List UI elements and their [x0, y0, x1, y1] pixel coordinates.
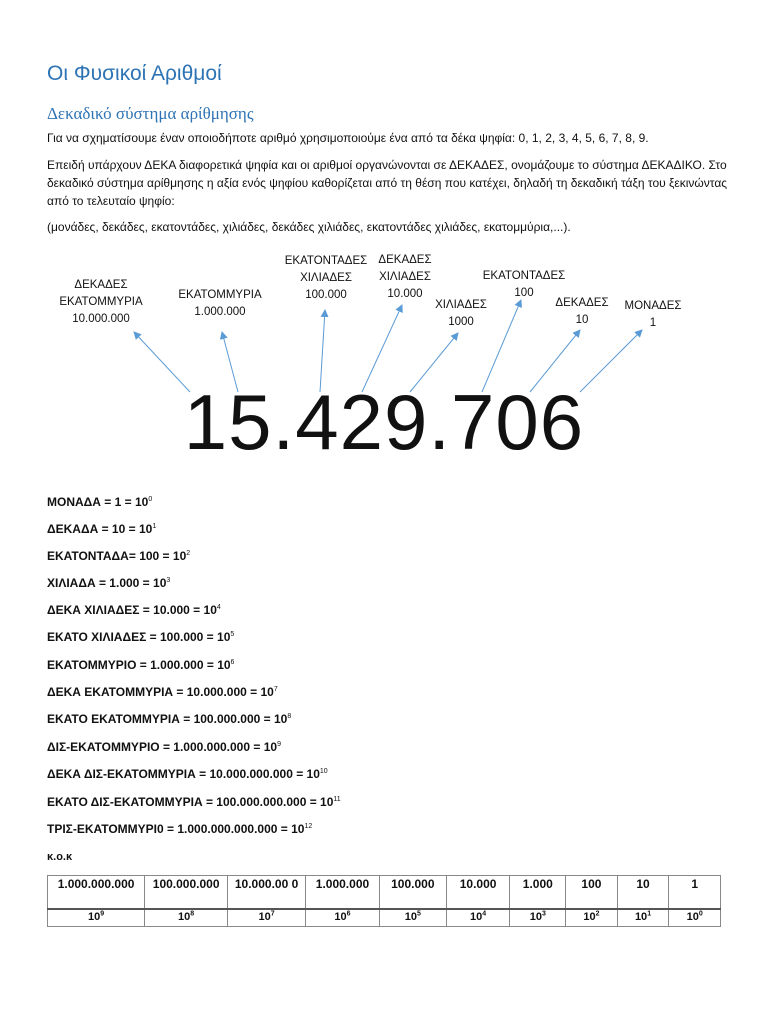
power-row: $\Delta I\Sigma-EKATOMM\Upsilon PIO = 1.000.000.000 = 10^9$ — [47, 740, 281, 754]
decimal-system-paragraph: Επειδή υπάρχουν ΔΕΚΑ διαφορετικά ψηφία και οι αριθμοί οργανώνονται σε ΔΕΚΑΔΕΣ, ονομάζουμε το σύστημα ΔΕΚΑΔΙΚΟ. Στο δεκαδικό σύστημα αρίθμησης η αξία ενός ψηφίου καθορίζεται από τη θέση που κατέχει, δηλαδή τη δεκαδική τάξη του ξεκινώντας από το τελευταίο ψηφίο: — [47, 158, 728, 208]
table-cell: 100 — [566, 876, 618, 910]
table-cell: 1 — [669, 876, 721, 910]
power-row: $MONA\Delta A = 1 = 10^0$ — [47, 495, 153, 509]
table-cell: 10 — [617, 876, 669, 910]
table-cell: 100.000 — [379, 876, 446, 910]
table-row-powers — [48, 909, 721, 927]
table-cell: $10^6$ — [306, 909, 380, 927]
power-row: ΕΚΑΤΟ $EKATOMM\Upsilon PIA = 100.000.000 = 10^8$ — [47, 712, 292, 726]
power-row: $TPI\Sigma-EKATOMM\Upsilon PI0 = 1.000.000.000.000 = 10^{12}$ — [47, 822, 313, 836]
table-cell: $10^9$ — [48, 909, 145, 927]
etc-text: κ.ο.κ — [47, 851, 73, 863]
power-row: ΔΕΚΑ $EKATOMM\Upsilon PIA = 10.000.000 = 10^7$ — [47, 685, 278, 699]
power-row: $XI\Lambda IA\Delta A = 1.000 = 10^3$ — [47, 576, 171, 590]
power-row: $EKATOMM\Upsilon PIO = 1.000.000 = 10^6$ — [47, 658, 235, 672]
label-hundreds: ΕΚΑΤΟΝΤΑΔΕΣ 100 — [482, 270, 566, 299]
intro-paragraph: Για να σχηματίσουμε έναν οποιοδήποτε αριθμό χρησιμοποιούμε ένα από τα δέκα ψηφία: 0, 1, 2, 3, 4, 5, 6, 7, 8, 9. — [47, 131, 649, 145]
table-cell: $10^1$ — [617, 909, 669, 927]
table-cell: 100.000.000 — [145, 876, 228, 910]
power-row: ΕΚΑΤΟ $XI\Lambda IA\Delta E\Sigma = 100.000 = 10^5$ — [47, 630, 235, 644]
table-cell: 1.000 — [510, 876, 566, 910]
section-heading: Δεκαδικό σύστημα αρίθμησης — [47, 104, 254, 123]
label-ten-thousands: ΔΕΚΑΔΕΣ ΧΙΛΙΑΔΕΣ 10.000 — [378, 254, 432, 300]
table-cell: 10.000.00 0 — [228, 876, 306, 910]
label-hundred-thousands: ΕΚΑΤΟΝΤΑΔΕΣ ΧΙΛΙΑΔΕΣ 100.000 — [284, 255, 368, 301]
table-cell: $10^4$ — [446, 909, 510, 927]
power-row: ΔΕΚΑ $XI\Lambda IA\Delta E\Sigma = 10.000 = 10^4$ — [47, 603, 221, 617]
label-thousands: ΧΙΛΙΑΔΕΣ 1000 — [435, 299, 487, 328]
table-cell: $10^2$ — [566, 909, 618, 927]
page-title: Οι Φυσικοί Αριθμοί — [47, 62, 222, 85]
big-number: 15.429.706 — [183, 378, 585, 466]
label-tens: ΔΕΚΑΔΕΣ 10 — [555, 297, 609, 326]
table-cell: 10.000 — [446, 876, 510, 910]
power-row: ΔΕΚΑ $\Delta I\Sigma-EKATOMM\Upsilon PIA = 10.000.000.000 = 10^{10}$ — [47, 767, 328, 781]
table-cell: 1.000.000.000 — [48, 876, 145, 910]
places-list: (μονάδες, δεκάδες, εκατοντάδες, χιλιάδες, δεκάδες χιλιάδες, εκατοντάδες χιλιάδες, εκατομμύρια,...). — [47, 220, 571, 234]
table-cell: $10^8$ — [145, 909, 228, 927]
power-row: $\Delta EKA\Delta A = 10 = 10^1$ — [47, 522, 157, 536]
label-millions: ΕΚΑΤΟΜΜΥΡΙΑ 1.000.000 — [178, 289, 262, 318]
table-cell: $10^3$ — [510, 909, 566, 927]
label-ten-millions: ΔΕΚΑΔΕΣ ΕΚΑΤΟΜΜΥΡΙΑ 10.000.000 — [59, 279, 143, 325]
table-cell: $10^7$ — [228, 909, 306, 927]
table-cell: $10^0$ — [669, 909, 721, 927]
power-row: $EKATONTA\Delta A= 100 = 10^2$ — [47, 549, 191, 563]
place-value-table — [47, 875, 721, 927]
table-row-values — [48, 876, 721, 910]
label-units: ΜΟΝΑΔΕΣ 1 — [624, 300, 682, 329]
table-cell: $10^5$ — [379, 909, 446, 927]
power-row: ΕΚΑΤΟ $\Delta I\Sigma-EKATOMM\Upsilon PIA = 100.000.000.000 = 10^{11}$ — [47, 795, 341, 809]
table-cell: 1.000.000 — [306, 876, 380, 910]
